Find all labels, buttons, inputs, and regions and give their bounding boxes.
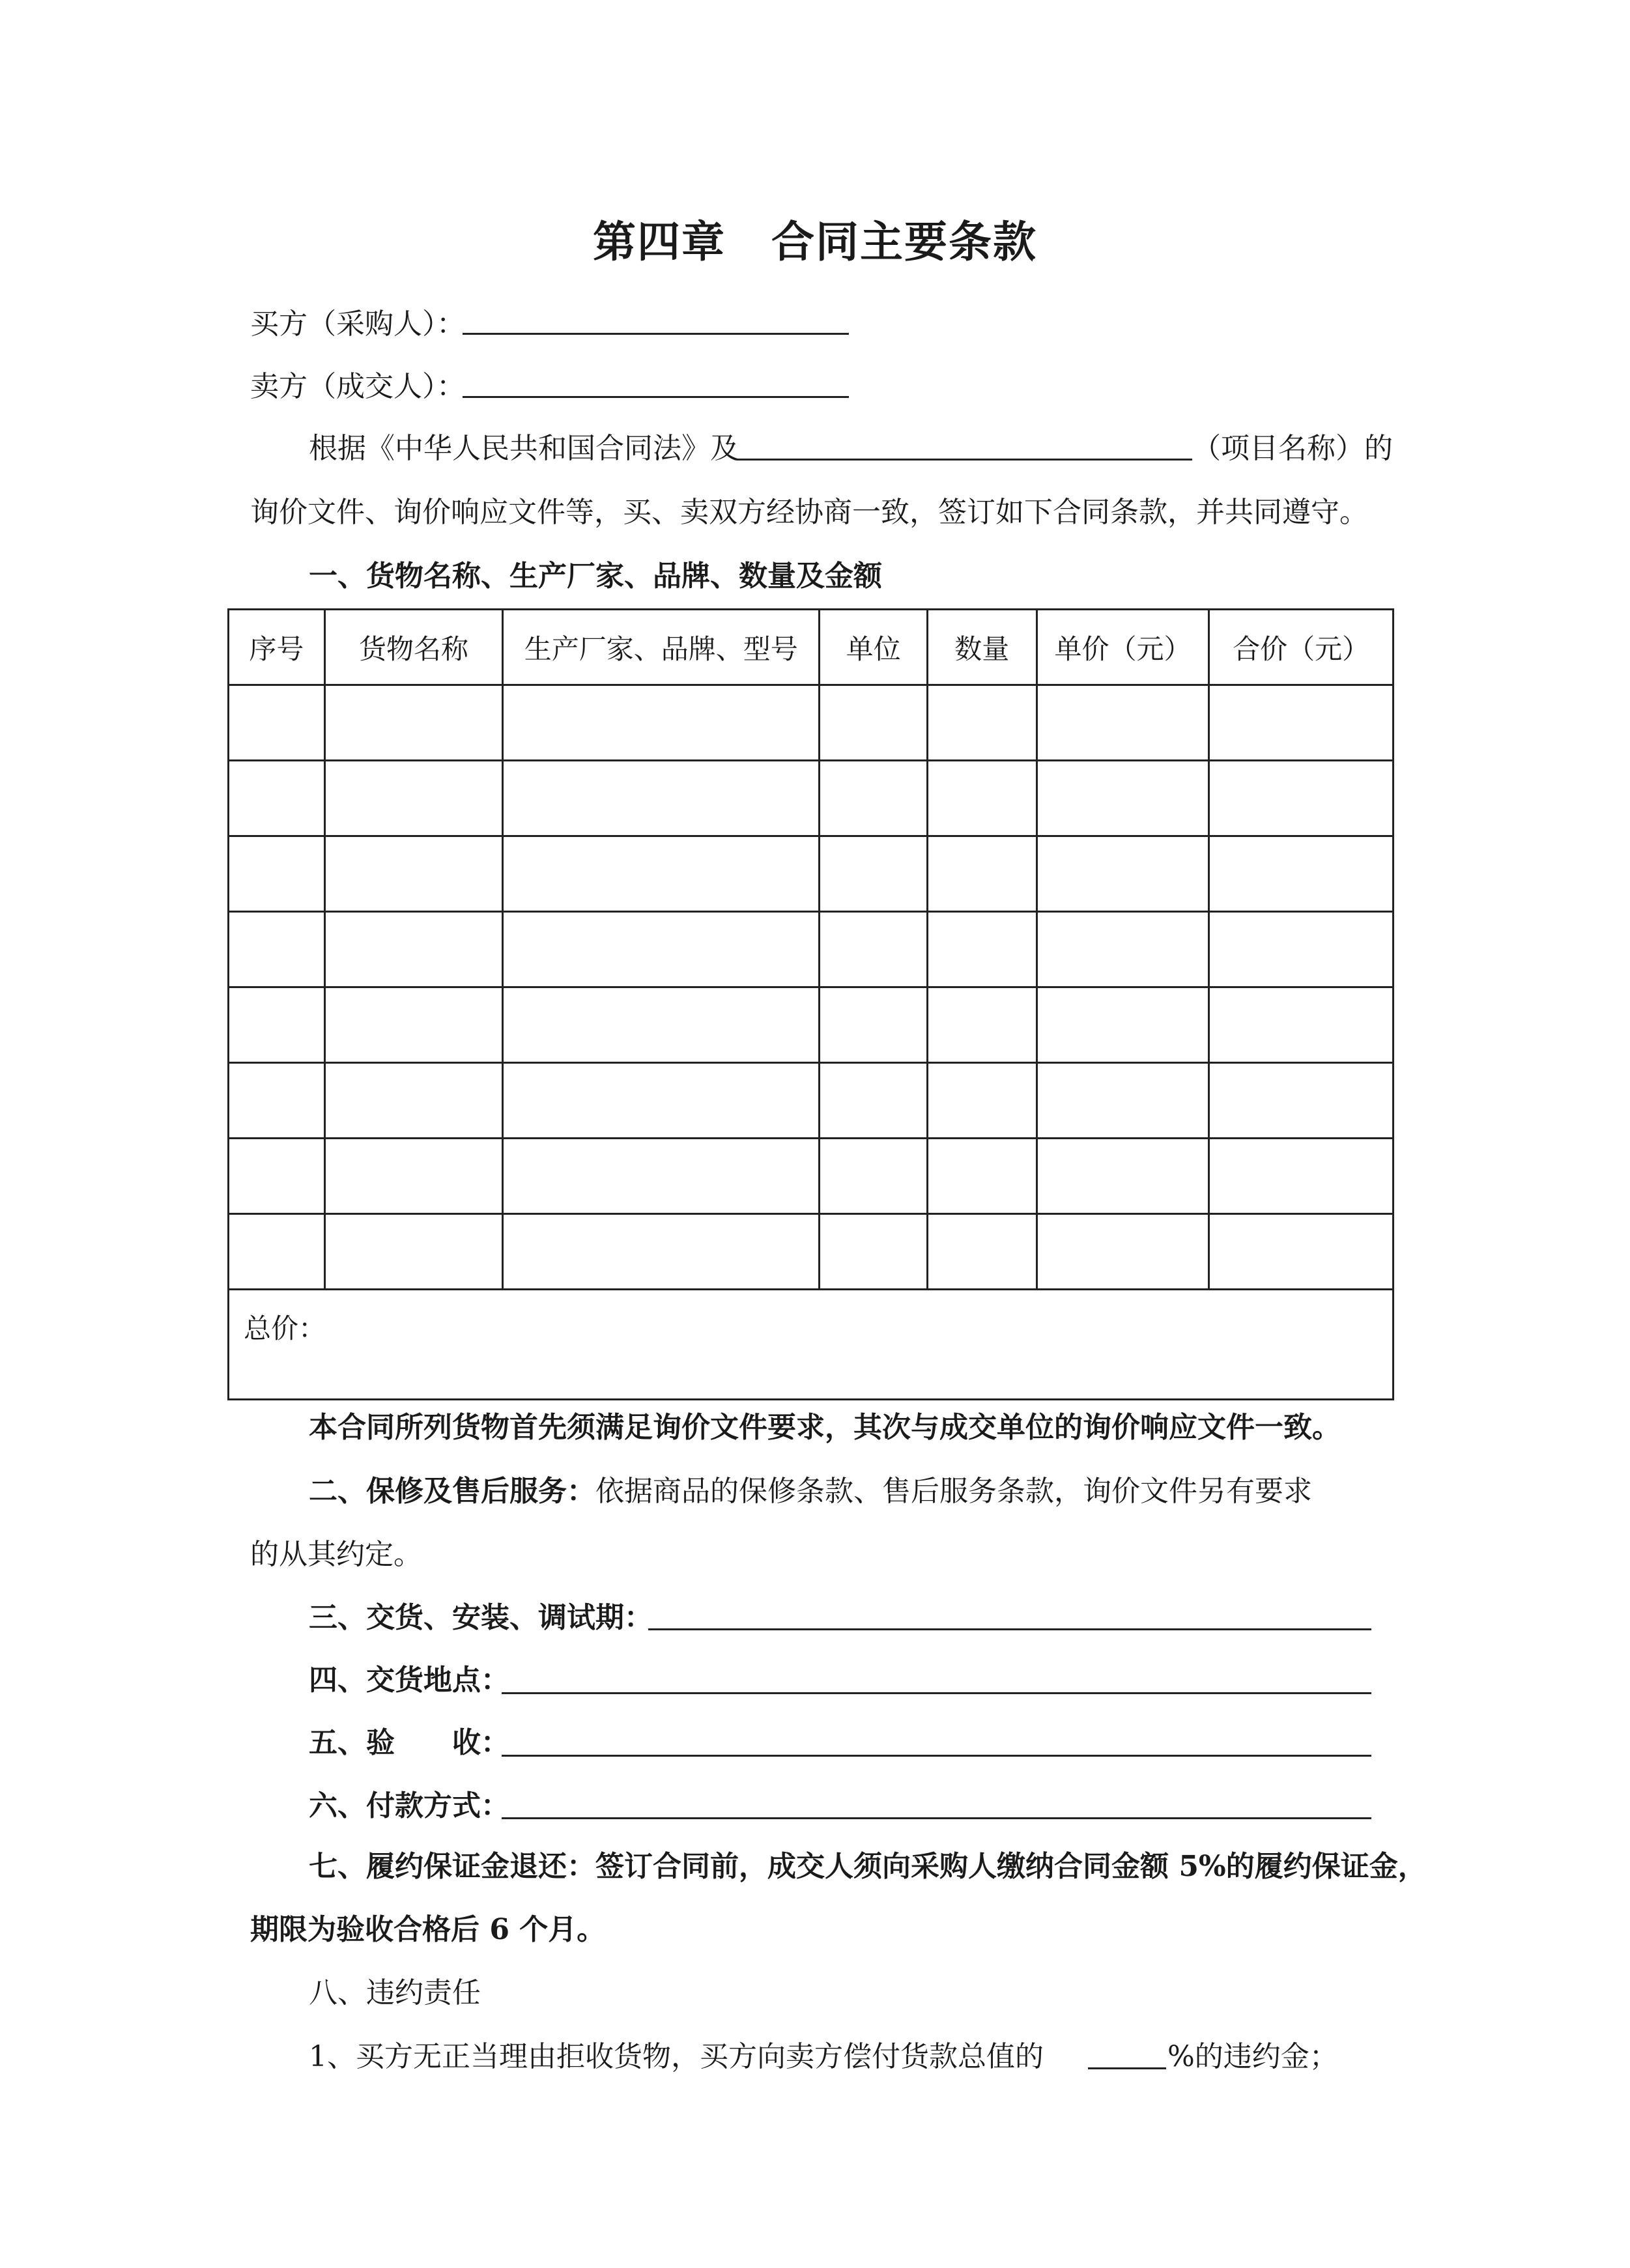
table-cell[interactable] — [820, 1139, 928, 1214]
table-cell[interactable] — [503, 912, 820, 987]
table-cell[interactable] — [503, 1139, 820, 1214]
table-cell[interactable] — [1037, 1214, 1209, 1290]
total-price-label: 总价： — [244, 1312, 326, 1344]
table-cell[interactable] — [1209, 912, 1394, 987]
table-row — [229, 761, 1394, 836]
header-quantity: 数量 — [927, 610, 1037, 685]
clause1-part1: 1、买方无正当理由拒收货物，买方向卖方偿付货款总值的 — [309, 2040, 1044, 2073]
section2-heading: 二、保修及售后服务： — [309, 1475, 595, 1508]
table-cell[interactable] — [927, 761, 1037, 836]
header-goods-name: 货物名称 — [324, 610, 502, 685]
table-cell[interactable] — [229, 1063, 325, 1139]
table-cell[interactable] — [503, 761, 820, 836]
table-cell[interactable] — [820, 836, 928, 912]
table-row — [229, 685, 1394, 761]
table-cell[interactable] — [820, 1063, 928, 1139]
buyer-blank[interactable] — [463, 333, 849, 335]
section5-label: 五、验 收： — [309, 1726, 509, 1759]
table-cell[interactable] — [324, 836, 502, 912]
table-cell[interactable] — [1037, 987, 1209, 1063]
table-cell[interactable] — [820, 1214, 928, 1290]
table-cell[interactable] — [927, 1214, 1037, 1290]
table-cell[interactable] — [1037, 836, 1209, 912]
table-cell[interactable] — [229, 1214, 325, 1290]
seller-label: 卖方（成交人）： — [250, 370, 465, 403]
table-cell[interactable] — [927, 987, 1037, 1063]
table-cell[interactable] — [503, 836, 820, 912]
section7-line2: 期限为验收合格后 6 个月。 — [250, 1913, 606, 1946]
table-cell[interactable] — [927, 836, 1037, 912]
header-unit-price: 单价（元） — [1037, 610, 1209, 685]
section2-text1: 依据商品的保修条款、售后服务条款，询价文件另有要求 — [595, 1475, 1312, 1508]
table-cell[interactable] — [1209, 761, 1394, 836]
total-price-cell[interactable] — [229, 1290, 1394, 1400]
table-cell[interactable] — [324, 987, 502, 1063]
section3-label: 三、交货、安装、调试期： — [309, 1601, 653, 1634]
table-cell[interactable] — [927, 685, 1037, 761]
table-cell[interactable] — [229, 761, 325, 836]
table-cell[interactable] — [820, 987, 928, 1063]
page-title — [0, 207, 1630, 269]
header-unit: 单位 — [820, 610, 928, 685]
table-cell[interactable] — [927, 912, 1037, 987]
table-cell[interactable] — [229, 912, 325, 987]
section4-label: 四、交货地点： — [309, 1664, 509, 1697]
table-cell[interactable] — [324, 1139, 502, 1214]
intro-line2: 询价文件、询价响应文件等，买、卖双方经协商一致，签订如下合同条款，并共同遵守。 — [250, 496, 1368, 529]
table-cell[interactable] — [1037, 912, 1209, 987]
goods-note: 本合同所列货物首先须满足询价文件要求，其次与成交单位的询价响应文件一致。 — [309, 1411, 1341, 1444]
table-cell[interactable] — [324, 761, 502, 836]
table-cell[interactable] — [229, 685, 325, 761]
project-name-blank[interactable] — [736, 459, 1192, 461]
section2-text2: 的从其约定。 — [250, 1538, 422, 1571]
chapter-name: 合同主要条款 — [771, 216, 1037, 267]
table-row — [229, 836, 1394, 912]
table-cell[interactable] — [503, 987, 820, 1063]
table-row — [229, 1139, 1394, 1214]
intro-part1: 根据《中华人民共和国合同法》及 — [309, 432, 739, 465]
section2-line1 — [309, 1473, 1312, 1510]
table-cell[interactable] — [1037, 1063, 1209, 1139]
chapter-number: 第四章 — [593, 216, 726, 267]
delivery-location-blank[interactable] — [502, 1692, 1371, 1694]
section8-heading: 八、违约责任 — [309, 1976, 481, 2009]
header-index: 序号 — [229, 610, 325, 685]
table-cell[interactable] — [1037, 761, 1209, 836]
table-cell[interactable] — [1209, 1139, 1394, 1214]
penalty-percent-blank[interactable] — [1088, 2067, 1166, 2069]
table-row — [229, 1214, 1394, 1290]
table-cell[interactable] — [1209, 987, 1394, 1063]
payment-method-blank[interactable] — [502, 1817, 1371, 1819]
table-cell[interactable] — [229, 836, 325, 912]
table-cell[interactable] — [1037, 1139, 1209, 1214]
table-cell[interactable] — [927, 1063, 1037, 1139]
table-cell[interactable] — [820, 912, 928, 987]
table-cell[interactable] — [1209, 685, 1394, 761]
table-total-row — [229, 1290, 1394, 1400]
section1-heading: 一、货物名称、生产厂家、品牌、数量及金额 — [309, 560, 882, 593]
delivery-period-blank[interactable] — [648, 1628, 1371, 1630]
section6-label: 六、付款方式： — [309, 1789, 509, 1822]
table-row — [229, 912, 1394, 987]
table-cell[interactable] — [1209, 836, 1394, 912]
clause1-part2: %的违约金； — [1167, 2040, 1338, 2073]
section7-line1: 七、履约保证金退还：签订合同前，成交人须向采购人缴纳合同金额 5%的履约保证金， — [309, 1850, 1427, 1883]
table-cell[interactable] — [820, 761, 928, 836]
header-manufacturer: 生产厂家、品牌、型号 — [503, 610, 820, 685]
table-cell[interactable] — [1209, 1214, 1394, 1290]
table-cell[interactable] — [229, 1139, 325, 1214]
buyer-label: 买方（采购人）： — [250, 307, 465, 341]
table-row — [229, 1063, 1394, 1139]
intro-part2: （项目名称）的 — [1192, 432, 1393, 465]
table-cell[interactable] — [503, 685, 820, 761]
table-cell[interactable] — [503, 1063, 820, 1139]
seller-blank[interactable] — [463, 396, 849, 398]
table-cell[interactable] — [927, 1139, 1037, 1214]
table-row — [229, 987, 1394, 1063]
table-cell[interactable] — [1209, 1063, 1394, 1139]
goods-table — [227, 608, 1394, 1400]
acceptance-blank[interactable] — [502, 1755, 1371, 1757]
table-cell[interactable] — [324, 1063, 502, 1139]
table-header-row — [229, 610, 1394, 685]
header-total-price: 合价（元） — [1209, 610, 1394, 685]
table-cell[interactable] — [324, 685, 502, 761]
table-cell[interactable] — [229, 987, 325, 1063]
table-cell[interactable] — [324, 912, 502, 987]
table-cell[interactable] — [503, 1214, 820, 1290]
table-cell[interactable] — [1037, 685, 1209, 761]
table-cell[interactable] — [820, 685, 928, 761]
table-cell[interactable] — [324, 1214, 502, 1290]
